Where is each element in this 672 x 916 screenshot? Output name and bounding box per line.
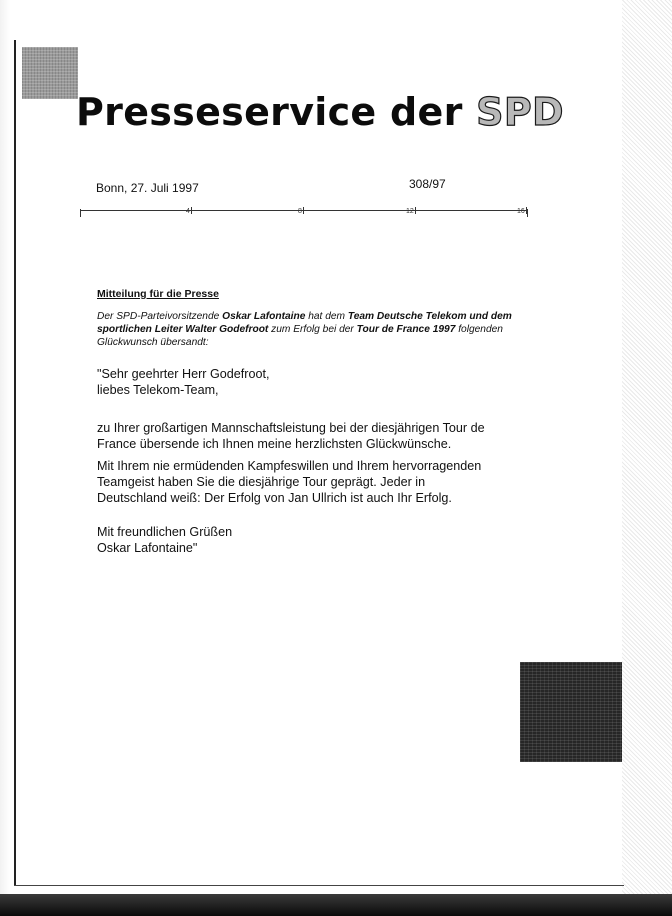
letter-line: liebes Telekom-Team, bbox=[97, 383, 219, 397]
letter-closing bbox=[97, 524, 517, 556]
intro-text: zum Erfolg bei der bbox=[268, 324, 357, 335]
ruler-tick-16: 16 bbox=[517, 208, 525, 215]
letter-paragraph-2 bbox=[97, 458, 517, 506]
ruler-tick-12: 12 bbox=[406, 208, 414, 215]
document-date: Bonn, 27. Juli 1997 bbox=[96, 181, 199, 195]
letter-line: Teamgeist haben Sie die diesjährige Tour geprägt. Jeder in bbox=[97, 475, 426, 489]
press-release-heading: Mitteilung für die Presse bbox=[97, 288, 219, 300]
ruler-tick-8: 8 bbox=[298, 208, 302, 215]
masthead-title bbox=[76, 90, 564, 134]
letter-paragraph-1 bbox=[97, 420, 517, 452]
letter-line: Mit freundlichen Grüßen bbox=[97, 525, 233, 539]
letter-line: zu Ihrer großartigen Mannschaftsleistung bei der diesjährigen Tour de bbox=[97, 421, 485, 435]
scan-binding-line bbox=[14, 40, 16, 885]
scan-left-edge bbox=[0, 0, 14, 916]
scan-bottom-line bbox=[14, 885, 624, 886]
letter-signature: Oskar Lafontaine" bbox=[97, 541, 198, 555]
press-release-intro bbox=[97, 310, 517, 349]
ruler-line bbox=[80, 210, 528, 211]
scan-dark-square bbox=[520, 662, 622, 762]
letter-line: Mit Ihrem nie ermüdenden Kampfeswillen und Ihrem hervorragenden bbox=[97, 459, 482, 473]
letter-line: "Sehr geehrter Herr Godefroot, bbox=[97, 367, 270, 381]
letter-line: Deutschland weiß: Der Erfolg von Jan Ullrich ist auch Ihr Erfolg. bbox=[97, 491, 452, 505]
document-reference-number: 308/97 bbox=[409, 177, 446, 191]
letter-salutation bbox=[97, 366, 517, 398]
ruler-tick-4: 4 bbox=[186, 208, 190, 215]
intro-text: folgenden Glückwunsch übersandt: bbox=[97, 324, 503, 348]
ruler-end-mark bbox=[527, 209, 528, 217]
scan-right-edge bbox=[622, 0, 672, 894]
masthead-gray-square bbox=[22, 47, 78, 99]
intro-team: Team Deutsche Telekom und dem sportlichen Leiter Walter Godefroot bbox=[97, 311, 512, 335]
intro-text: Der SPD-Parteivorsitzende bbox=[97, 311, 223, 322]
intro-event: Tour de France 1997 bbox=[356, 324, 456, 335]
scan-bottom-edge bbox=[0, 894, 672, 916]
intro-name: Oskar Lafontaine bbox=[222, 311, 306, 322]
intro-text: hat dem bbox=[305, 311, 348, 322]
masthead-party-name: SPD bbox=[476, 90, 564, 134]
letter-line: France übersende ich Ihnen meine herzlichsten Glückwünsche. bbox=[97, 437, 452, 451]
masthead-title-prefix: Presseservice der bbox=[76, 90, 477, 134]
ruler-start-mark bbox=[80, 209, 81, 217]
